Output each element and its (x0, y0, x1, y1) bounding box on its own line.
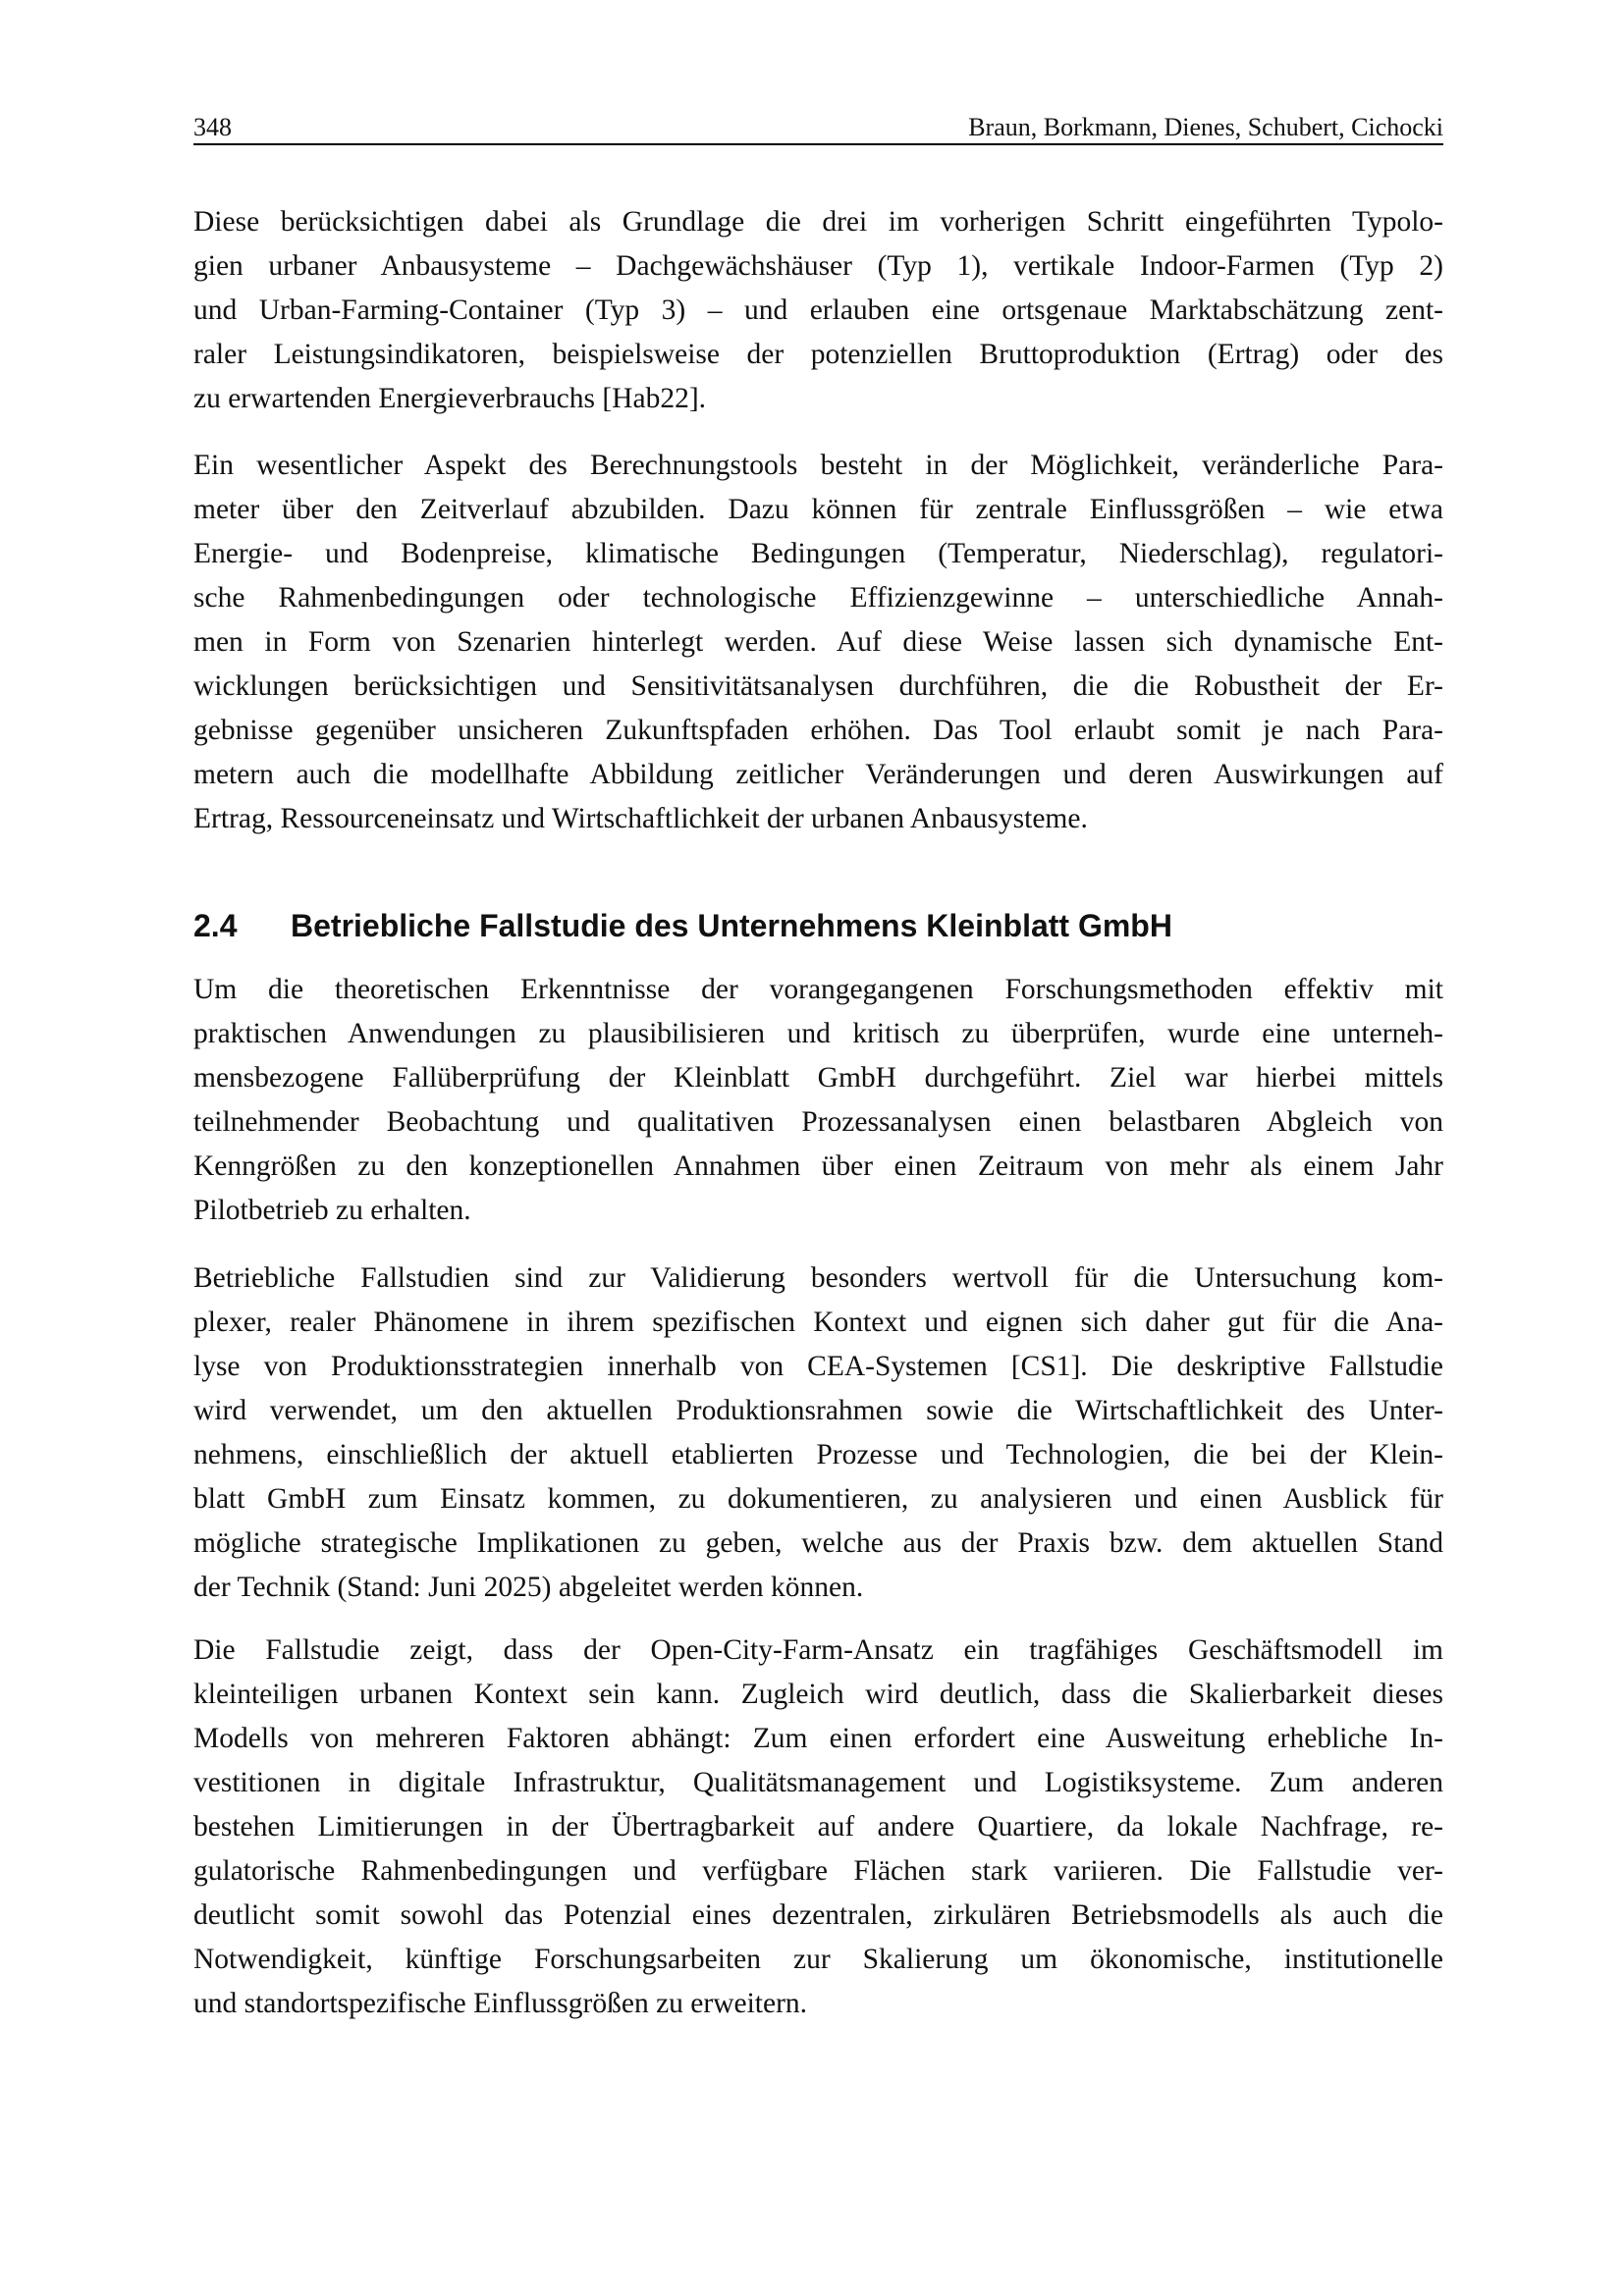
text-line: metern auch die modellhafte Abbildung zeitlicher Veränderungen und deren Auswirkungen auf (193, 759, 1443, 790)
text-line: Kenngrößen zu den konzeptionellen Annahmen über einen Zeitraum von mehr als einem Jahr (193, 1150, 1443, 1182)
text-line: deutlicht somit sowohl das Potenzial eines dezentralen, zirkulären Betriebsmodells als auch die (193, 1899, 1443, 1931)
text-line: Energie- und Bodenpreise, klimatische Bedingungen (Temperatur, Niederschlag), regulatori- (193, 538, 1443, 569)
text-line: nehmens, einschließlich der aktuell etablierten Prozesse und Technologien, die bei der Klein- (193, 1439, 1443, 1470)
text-line: Notwendigkeit, künftige Forschungsarbeiten zur Skalierung um ökonomische, institutionelle (193, 1944, 1443, 1975)
running-header-authors: Braun, Borkmann, Dienes, Schubert, Cichocki (968, 113, 1443, 141)
text-line: Pilotbetrieb zu erhalten. (193, 1195, 471, 1226)
text-line: Ein wesentlicher Aspekt des Berechnungstools besteht in der Möglichkeit, veränderliche Para- (193, 450, 1443, 481)
text-line: bestehen Limitierungen in der Übertragbarkeit auf andere Quartiere, da lokale Nachfrage, re- (193, 1811, 1443, 1842)
text-line: gulatorische Rahmenbedingungen und verfügbare Flächen stark variieren. Die Fallstudie ver- (193, 1855, 1443, 1887)
text-line: Diese berücksichtigen dabei als Grundlage die drei im vorherigen Schritt eingeführten Typolo- (193, 206, 1443, 238)
text-line: wird verwendet, um den aktuellen Produktionsrahmen sowie die Wirtschaftlichkeit des Unter- (193, 1395, 1443, 1426)
text-line: men in Form von Szenarien hinterlegt werden. Auf diese Weise lassen sich dynamische Ent- (193, 626, 1443, 658)
text-line: lyse von Produktionsstrategien innerhalb von CEA-Systemen [CS1]. Die deskriptive Fallstudie (193, 1351, 1443, 1382)
text-line: Modells von mehreren Faktoren abhängt: Zum einen erfordert eine Ausweitung erhebliche In- (193, 1723, 1443, 1754)
text-line: gebnisse gegenüber unsicheren Zukunftspfaden erhöhen. Das Tool erlaubt somit je nach Para- (193, 715, 1443, 746)
text-line: Ertrag, Ressourceneinsatz und Wirtschaftlichkeit der urbanen Anbausysteme. (193, 803, 1088, 834)
text-line: Um die theoretischen Erkenntnisse der vorangegangenen Forschungsmethoden effektiv mit (193, 974, 1443, 1005)
text-line: und standortspezifische Einflussgrößen zu erweitern. (193, 1988, 808, 2019)
text-line: vestitionen in digitale Infrastruktur, Qualitätsmanagement und Logistiksysteme. Zum anderen (193, 1767, 1443, 1798)
text-line: und Urban-Farming-Container (Typ 3) – und erlauben eine ortsgenaue Marktabschätzung zent- (193, 294, 1443, 326)
text-line: raler Leistungsindikatoren, beispielsweise der potenziellen Bruttoproduktion (Ertrag) oder des (193, 339, 1443, 370)
paragraph-2 (193, 444, 1443, 841)
text-line: blatt GmbH zum Einsatz kommen, zu dokumentieren, zu analysieren und einen Ausblick für (193, 1483, 1443, 1515)
text-line: sche Rahmenbedingungen oder technologische Effizienzgewinne – unterschiedliche Annah- (193, 582, 1443, 614)
section-number: 2.4 (193, 908, 238, 943)
text-line: mögliche strategische Implikationen zu geben, welche aus der Praxis bzw. dem aktuellen Stand (193, 1527, 1443, 1559)
text-line: wicklungen berücksichtigen und Sensitivitätsanalysen durchführen, die die Robustheit der Er- (193, 670, 1443, 702)
text-line: mensbezogene Fallüberprüfung der Kleinblatt GmbH durchgeführt. Ziel war hierbei mittels (193, 1062, 1443, 1094)
text-line: gien urbaner Anbausysteme – Dachgewächshäuser (Typ 1), vertikale Indoor-Farmen (Typ 2) (193, 250, 1443, 282)
text-line: zu erwartenden Energieverbrauchs [Hab22]. (193, 383, 707, 414)
running-header (193, 112, 1443, 145)
paragraph-3 (193, 968, 1443, 1233)
text-line: kleinteiligen urbanen Kontext sein kann. Zugleich wird deutlich, dass die Skalierbarkeit dieses (193, 1679, 1443, 1710)
paragraph-1 (193, 200, 1443, 421)
text-line: Betriebliche Fallstudien sind zur Validierung besonders wertvoll für die Untersuchung kom- (193, 1262, 1443, 1294)
text-line: teilnehmender Beobachtung und qualitativen Prozessanalysen einen belastbaren Abgleich von (193, 1106, 1443, 1138)
section-title: Betriebliche Fallstudie des Unternehmens Kleinblatt GmbH (291, 908, 1172, 943)
paragraph-4 (193, 1256, 1443, 1610)
page-number: 348 (193, 113, 232, 141)
text-line: praktischen Anwendungen zu plausibilisieren und kritisch zu überprüfen, wurde eine unterneh- (193, 1018, 1443, 1049)
text-line: meter über den Zeitverlauf abzubilden. Dazu können für zentrale Einflussgrößen – wie etwa (193, 494, 1443, 525)
text-line: der Technik (Stand: Juni 2025) abgeleitet werden können. (193, 1572, 864, 1603)
paragraph-5 (193, 1629, 1443, 2026)
text-line: plexer, realer Phänomene in ihrem spezifischen Kontext und eignen sich daher gut für die Ana- (193, 1307, 1443, 1338)
text-line: Die Fallstudie zeigt, dass der Open-City-Farm-Ansatz ein tragfähiges Geschäftsmodell im (193, 1634, 1443, 1666)
